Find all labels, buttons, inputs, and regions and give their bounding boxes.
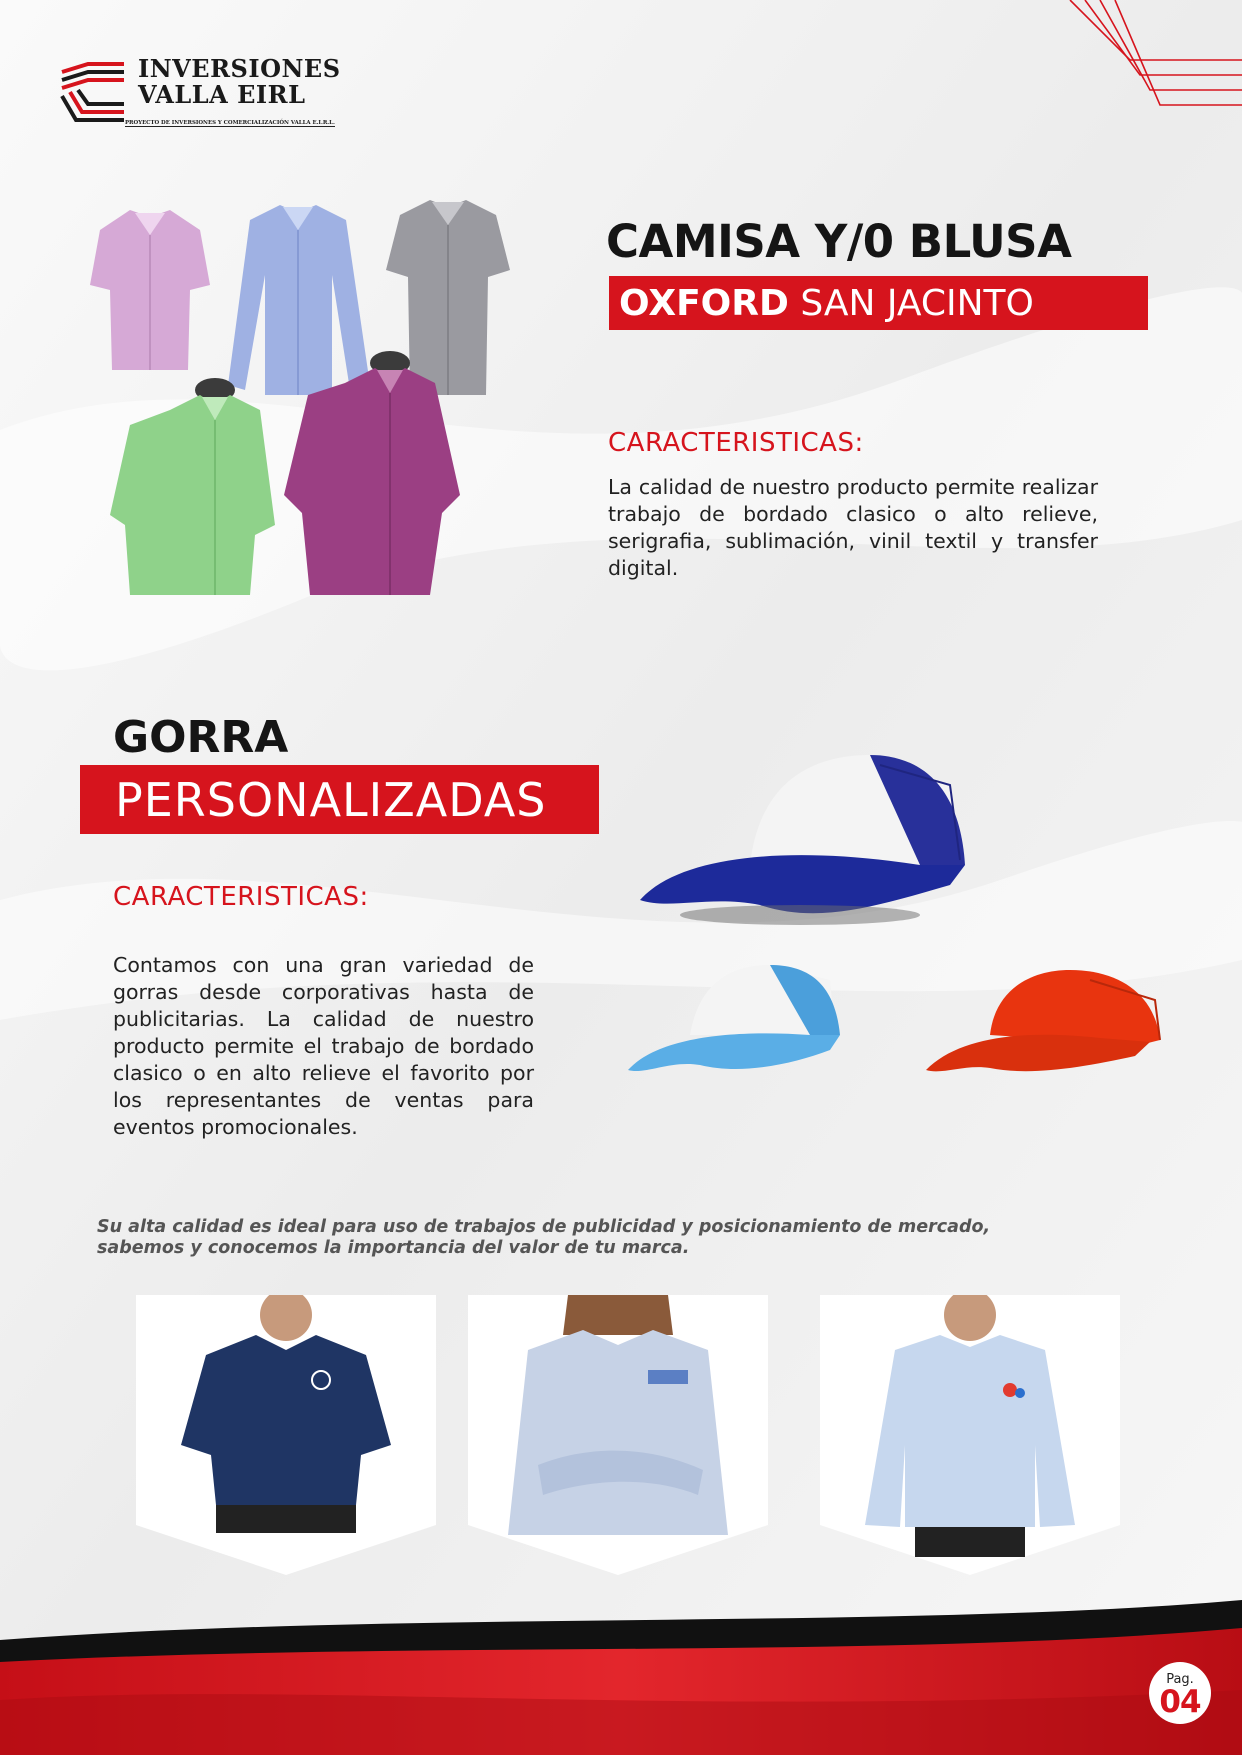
- brand-name-line2: VALLA EIRL: [138, 80, 306, 109]
- footer-note-line2: sabemos y conocemos la importancia del valor de tu marca.: [97, 1238, 690, 1258]
- camisa-subtitle-light: SAN JACINTO: [788, 283, 1034, 324]
- camisa-features-label: CARACTERISTICAS:: [608, 428, 864, 458]
- caps-product-image: [620, 745, 1180, 1105]
- model-card-navy-shirt: [136, 1295, 436, 1575]
- gorra-features-text: Contamos con una gran variedad de gorras desde corporativas hasta de publicitarias. La calidad de nuestro producto permite el trabajo de bordado clasico o en alto relieve el favorito por los representantes de ventas para eventos promocionales.: [113, 953, 534, 1139]
- brand-tagline: PROYECTO DE INVERSIONES Y COMERCIALIZACIÓN VALLA E.I.R.L.: [125, 120, 335, 126]
- brand-name-line1: INVERSIONES: [138, 54, 341, 83]
- gorra-subtitle-band: [80, 765, 599, 834]
- footer-note-line1: Su alta calidad es ideal para uso de trabajos de publicidad y posicionamiento de mercado,: [97, 1217, 991, 1237]
- shirts-product-image: [70, 195, 560, 605]
- gorra-subtitle: PERSONALIZADAS: [115, 773, 547, 827]
- camisa-subtitle: [619, 283, 1034, 324]
- brand-name: [138, 56, 341, 108]
- camisa-title: CAMISA Y/0 BLUSA: [606, 215, 1072, 268]
- company-logo: [58, 56, 378, 132]
- model-card-man-longsleeve: [820, 1295, 1120, 1575]
- page-number-badge: [1149, 1662, 1211, 1724]
- camisa-features-text: La calidad de nuestro producto permite realizar trabajo de bordado clasico o alto relieve, serigrafia, sublimación, vinil textil y transfer digital.: [608, 475, 1098, 580]
- logo-mark-icon: [58, 62, 128, 122]
- camisa-subtitle-band: [609, 276, 1148, 330]
- camisa-subtitle-bold: OXFORD: [619, 283, 789, 324]
- model-card-woman-shirt: [468, 1295, 768, 1575]
- gorra-title: GORRA: [113, 712, 289, 763]
- footer-note: [97, 1217, 1147, 1259]
- page-number: 04: [1159, 1684, 1201, 1720]
- page-label: Pag.: [1166, 1672, 1194, 1687]
- gorra-features-label: CARACTERISTICAS:: [113, 882, 369, 912]
